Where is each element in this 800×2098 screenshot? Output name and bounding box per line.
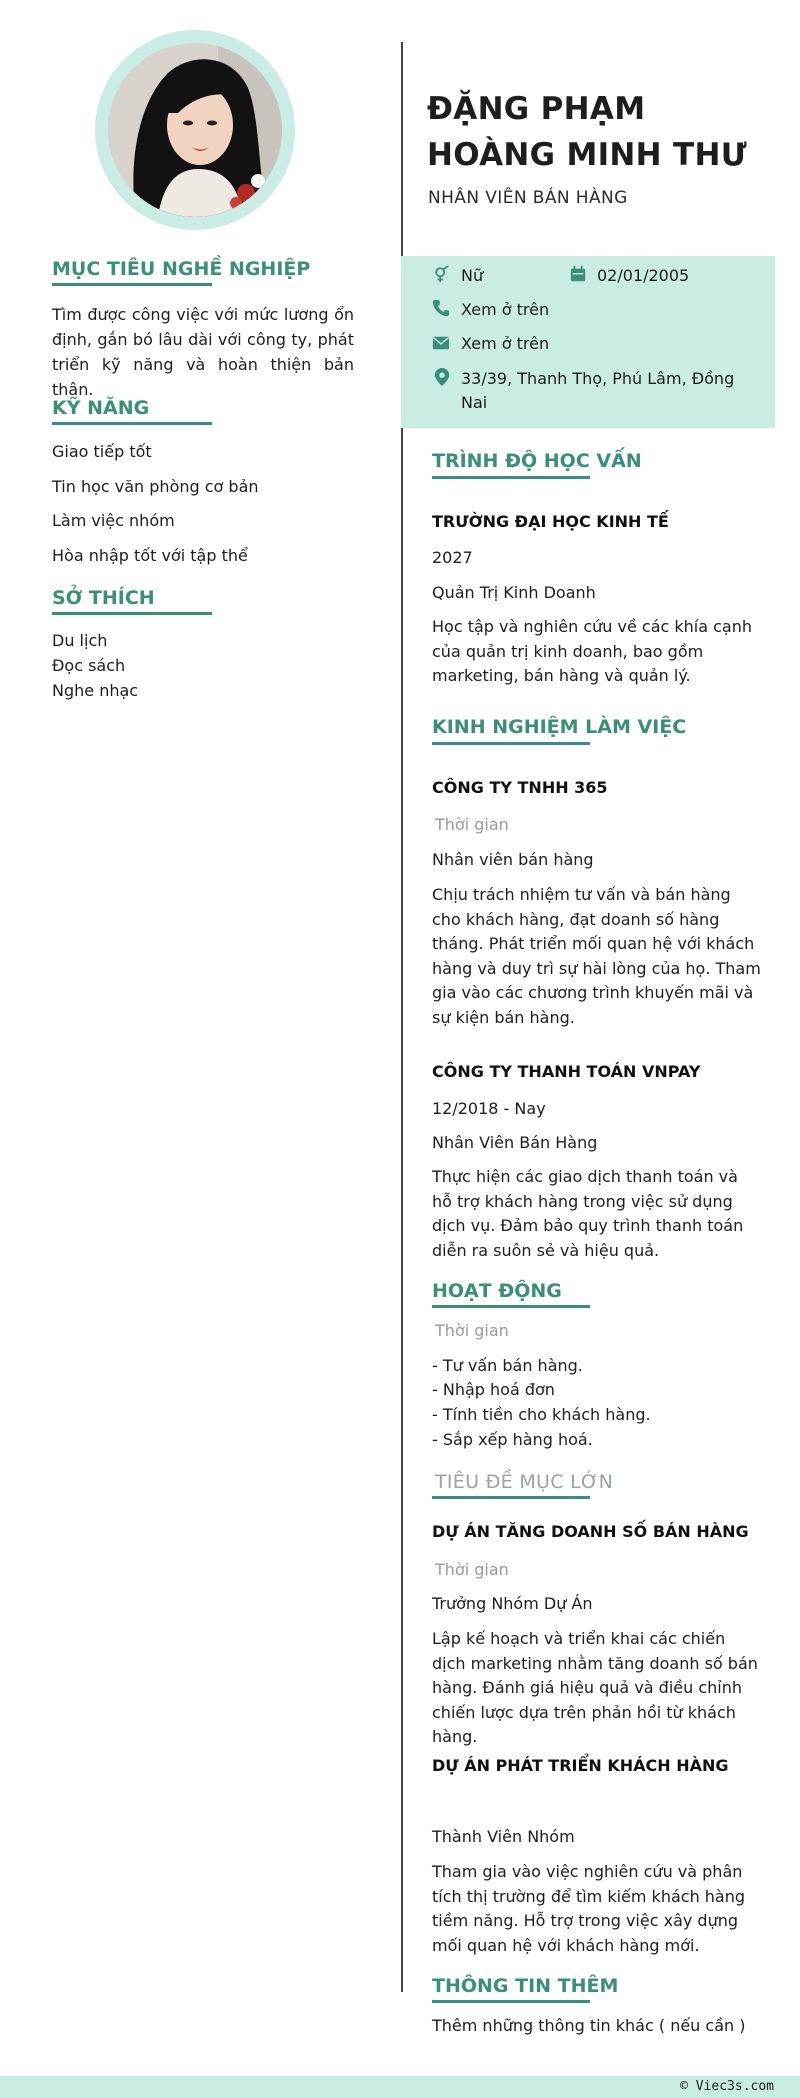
- objective-title: MỤC TIÊU NGHỀ NGHIỆP: [52, 258, 311, 280]
- gender-text: Nữ: [461, 266, 484, 285]
- project-role: Thành Viên Nhóm: [432, 1827, 575, 1846]
- phone-icon: [432, 299, 450, 317]
- extra-title: THÔNG TIN THÊM: [432, 1975, 619, 1997]
- project-name: DỰ ÁN TĂNG DOANH SỐ BÁN HÀNG: [432, 1522, 749, 1541]
- activity-item: - Sắp xếp hàng hoá.: [432, 1430, 593, 1449]
- job-position: Nhân viên bán hàng: [432, 850, 594, 869]
- skill-item: Hòa nhập tốt với tập thể: [52, 546, 248, 565]
- objective-underline: [52, 283, 212, 286]
- gender-icon: [433, 266, 451, 284]
- activity-item: - Tư vấn bán hàng.: [432, 1356, 583, 1375]
- skill-item: Tin học văn phòng cơ bản: [52, 477, 259, 496]
- activities-underline: [432, 1305, 590, 1308]
- job-position: Nhân Viên Bán Hàng: [432, 1133, 598, 1152]
- activity-item: - Tính tiền cho khách hàng.: [432, 1405, 651, 1424]
- dob-text: 02/01/2005: [597, 266, 690, 285]
- activities-title: HOẠT ĐỘNG: [432, 1280, 562, 1302]
- job-company: CÔNG TY THANH TOÁN VNPAY: [432, 1062, 701, 1081]
- project-description: Tham gia vào việc nghiên cứu và phân tích thị trường để tìm kiếm khách hàng tiềm năng. Hỗ trợ trong việc xây dựng mối quan hệ với khách hàng mới.: [432, 1862, 746, 1955]
- school-name: TRƯỜNG ĐẠI HỌC KINH TẾ: [432, 512, 669, 531]
- skills-title: KỸ NĂNG: [52, 397, 150, 419]
- activity-item: - Nhập hoá đơn: [432, 1380, 555, 1399]
- email-text: Xem ở trên: [461, 334, 550, 353]
- skills-underline: [52, 422, 212, 425]
- extra-text: Thêm những thông tin khác ( nếu cần ): [432, 2016, 746, 2035]
- project-role: Trưởng Nhóm Dự Án: [432, 1594, 593, 1613]
- project-description: Lập kế hoạch và triển khai các chiến dịch marketing nhằm tăng doanh số bán hàng. Đánh giá hiệu quả và điều chỉnh chiến lược dựa trên phản hồi từ khách hàng.: [432, 1629, 758, 1746]
- candidate-job-title: NHÂN VIÊN BÁN HÀNG: [428, 188, 628, 208]
- avatar-frame: [95, 30, 295, 230]
- job-time: Thời gian: [435, 815, 509, 834]
- skill-item: Giao tiếp tốt: [52, 442, 152, 461]
- footer-bar: [0, 2076, 800, 2098]
- experience-underline: [432, 742, 590, 745]
- skill-item: Làm việc nhóm: [52, 511, 175, 530]
- objective-text: Tìm được công việc với mức lương ổn định, gắn bó lâu dài với công ty, phát triển kỹ năng và hoàn thiện bản thân.: [52, 305, 354, 399]
- job-company: CÔNG TY TNHH 365: [432, 778, 608, 797]
- job-time: 12/2018 - Nay: [432, 1099, 546, 1118]
- education-major: Quản Trị Kinh Doanh: [432, 583, 596, 602]
- job-description: Thực hiện các giao dịch thanh toán và hỗ trợ khách hàng trong việc sử dụng dịch vụ. Đảm bảo quy trình thanh toán diễn ra suôn sẻ và hiệu quả.: [432, 1167, 744, 1260]
- location-icon: [433, 368, 451, 386]
- education-title: TRÌNH ĐỘ HỌC VẤN: [432, 450, 642, 472]
- contact-box: [401, 256, 775, 428]
- phone-text: Xem ở trên: [461, 300, 550, 319]
- projects-title: TIÊU ĐỀ MỤC LỚN: [435, 1471, 614, 1493]
- activities-time: Thời gian: [435, 1321, 509, 1340]
- avatar: [108, 43, 282, 217]
- footer-watermark: © Viec3s.com: [680, 2079, 774, 2094]
- hobby-item: Đọc sách: [52, 656, 126, 675]
- calendar-icon: [569, 265, 587, 283]
- extra-underline: [432, 2000, 590, 2003]
- hobbies-underline: [52, 612, 212, 615]
- job-description: Chịu trách nhiệm tư vấn và bán hàng cho khách hàng, đạt doanh số hàng tháng. Phát triển mối quan hệ với khách hàng và duy trì sự hài lòng của họ. Tham gia vào các chương trình khuyến mãi và sự kiện bán hàng.: [432, 885, 761, 1027]
- education-year: 2027: [432, 548, 473, 567]
- hobbies-title: SỞ THÍCH: [52, 587, 155, 609]
- projects-underline: [432, 1496, 590, 1499]
- candidate-name: ĐẶNG PHẠM HOÀNG MINH THƯ: [427, 91, 747, 173]
- education-underline: [432, 476, 590, 479]
- hobby-item: Nghe nhạc: [52, 681, 139, 700]
- email-icon: [432, 334, 450, 352]
- address-text: 33/39, Thanh Thọ, Phú Lâm, Đồng Nai: [461, 369, 735, 412]
- experience-title: KINH NGHIỆM LÀM VIỆC: [432, 716, 687, 738]
- avatar-photo: [108, 43, 282, 217]
- hobby-item: Du lịch: [52, 631, 108, 650]
- project-time: Thời gian: [435, 1560, 509, 1579]
- education-description: Học tập và nghiên cứu về các khía cạnh của quản trị kinh doanh, bao gồm marketing, bán hàng và quản lý.: [432, 617, 753, 685]
- project-name: DỰ ÁN PHÁT TRIỂN KHÁCH HÀNG: [432, 1756, 729, 1775]
